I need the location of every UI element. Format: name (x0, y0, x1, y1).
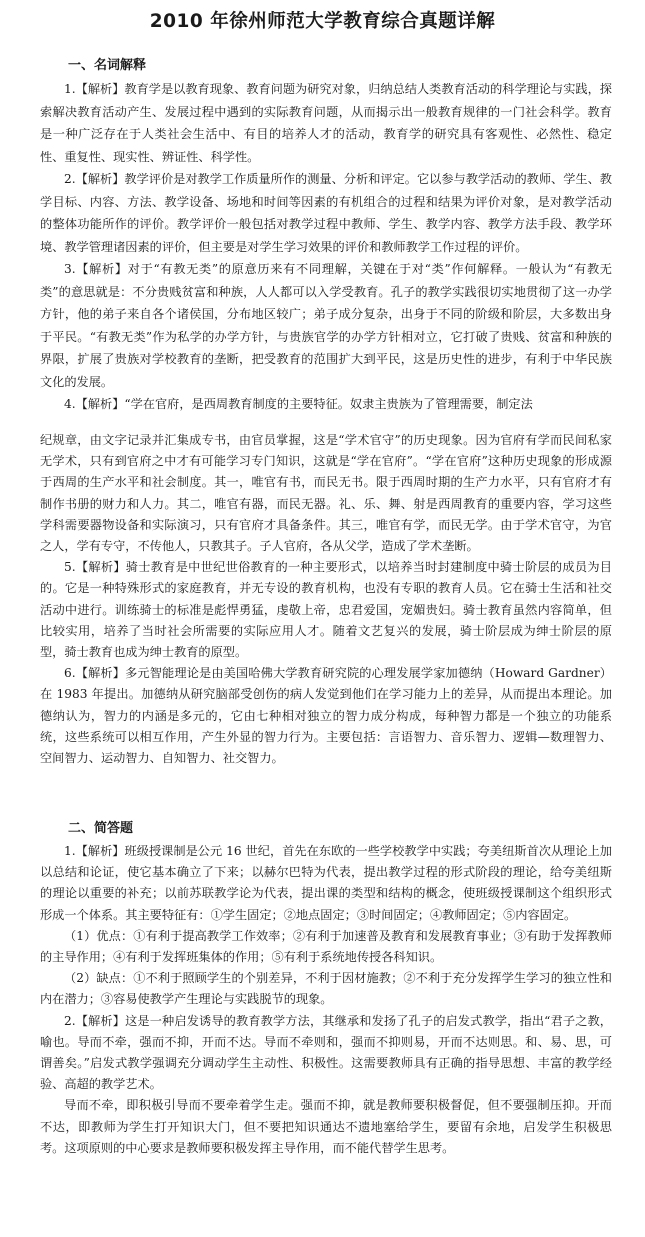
answer-paragraph: 2.【解析】教学评价是对教学工作质量所作的测量、分析和评定。它以参与教学活动的教师、学生、教学目标、内容、方法、教学设备、场地和时间等因素的有机组合的过程和结果为评价对象，是对教学活动的整体功能所作的评价。教学评价一般包括对教学过程中教师、学生、教学内容、教学方法手段、教学环境、教学管理诸因素的评价，但主要是对学生学习效果的评价和教师教学工作过程的评价。 (40, 172, 612, 254)
answer-paragraph: 导而不牵，即积极引导而不要牵着学生走。强而不抑，就是教师要积极督促，但不要强制压抑。开而不达，即教师为学生打开知识大门，但不要把知识通达不遗地塞给学生，要留有余地，启发学生积极思考。这项原则的中心要求是教师要积极发挥主导作用，而不能代替学生思考。 (40, 1098, 612, 1155)
section-short-answer-body (40, 841, 612, 1159)
section-heading-definitions: 一、名词解释 (68, 58, 147, 73)
answer-paragraph: （1）优点：①有利于提高教学工作效率；②有利于加速普及教育和发展教育事业；③有助于发挥教师的主导作用；④有利于发挥班集体的作用；⑤有利于系统地传授各科知识。 (40, 928, 612, 965)
answer-paragraph: 3.【解析】对于“有教无类”的原意历来有不同理解，关键在于对“类”作何解释。一般认为“有教无类”的意思就是：不分贵贱贫富和种族，人人都可以入学受教育。孔子的教学实践很切实地贯彻了这一办学方针，他的弟子来自各个诸侯国，分布地区较广；弟子成分复杂，出身于不同的阶级和阶层，大多数出身于平民。“有教无类”作为私学的办学方针，与贵族官学的办学方针相对立，它打破了贵贱、贫富和种族的界限，扩展了贵族对学校教育的垄断，把受教育的范围扩大到平民，这是历史性的进步，有利于中华民族文化的发展。 (40, 262, 612, 389)
answer-paragraph: （2）缺点：①不利于照顾学生的个别差异，不利于因材施教；②不利于充分发挥学生学习的独立性和内在潜力；③容易使教学产生理论与实践脱节的现象。 (40, 971, 612, 1007)
answer-paragraph: 纪规章，由文字记录并汇集成专书，由官员掌握，这是“学术官守”的历史现象。因为官府有学而民间私家无学术，只有到官府之中才有可能学习专门知识，这就是“学在官府”。“学在官府”这种历史现象的形成源于西周的生产水平和社会制度。其一，唯官有书，而民无书。限于西周时期的生产力水平，只有官府才有制作书册的财力和人力。其二，唯官有器，而民无器。礼、乐、舞、射是西周教育的重要内容，学习这些学科需要器物设备和实际演习，只有官府才具备条件。其三，唯官有学，而民无学。由于学术官守，为官之人，学有专守，不传他人，只教其子。子人官府，各从父学，造成了学术垄断。 (40, 433, 612, 554)
document-title: 2010 年徐州师范大学教育综合真题详解 (149, 11, 496, 32)
answer-paragraph: 1.【解析】班级授课制是公元 16 世纪，首先在东欧的一些学校教学中实践；夸美纽斯首次从理论上加以总结和论证，使它基本确立了下来；以赫尔巴特为代表，提出教学过程的形式阶段的理论，给夸美纽斯的理论以重要的补充；以前苏联教学论为代表，提出课的类型和结构的概念，使班级授课制这个组织形式形成一个体系。其主要特征有：①学生固定；②地点固定；③时间固定；④教师固定；⑤内容固定。 (40, 844, 612, 922)
answer-paragraph: 2.【解析】这是一种启发诱导的教育教学方法，其继承和发扬了孔子的启发式教学，指出“君子之教，喻也。导而不牵，强而不抑，开而不达。导而不牵则和，强而不抑则易，开而不达则思。和、易、思，可谓善矣。”启发式教学强调充分调动学生主动性、积极性。这需要教师具有正确的指导思想、丰富的教学经验、高超的教学艺术。 (40, 1013, 612, 1092)
section-definitions-continued (40, 430, 612, 769)
section-definitions-body (40, 78, 612, 416)
answer-paragraph: 6.【解析】多元智能理论是由美国哈佛大学教育研究院的心理发展学家加德纳（Howard Gardner）在 1983 年提出。加德纳从研究脑部受创伤的病人发觉到他们在学习能力上的差异，从而提出本理论。加德纳认为，智力的内涵是多元的，它由七种相对独立的智力成分构成，每种智力都是一个独立的功能系统，这些系统可以相互作用，产生外显的智力行为。主要包括：言语智力、音乐智力、逻辑—数理智力、空间智力、运动智力、自知智力、社交智力。 (40, 666, 612, 766)
answer-paragraph: 5.【解析】骑士教育是中世纪世俗教育的一种主要形式，以培养当时封建制度中骑士阶层的成员为目的。它是一种特殊形式的家庭教育，并无专设的教育机构，也没有专职的教育人员。它在骑士生活和社交活动中进行。训练骑士的标准是彪悍勇猛，虔敬上帝，忠君爱国，宠媚贵妇。骑士教育虽然内容简单，但比较实用，培养了当时社会所需要的实际应用人才。随着文艺复兴的发展，骑士阶层成为绅士阶层的原型，骑士教育也成为绅士教育的原型。 (40, 560, 612, 660)
answer-paragraph: 1.【解析】教育学是以教育现象、教育问题为研究对象，归纳总结人类教育活动的科学理论与实践，探索解决教育活动产生、发展过程中遇到的实际教育问题，从而揭示出一般教育规律的一门社会科学。教育是一种广泛存在于人类社会生活中、有目的培养人才的活动，教育学的研究具有客观性、必然性、稳定性、重复性、现实性、辨证性、科学性。 (40, 82, 612, 164)
section-heading-short-answer: 二、简答题 (68, 821, 134, 836)
answer-paragraph: 4.【解析】“学在官府，是西周教育制度的主要特征。奴隶主贵族为了管理需要，制定法 (64, 397, 533, 411)
